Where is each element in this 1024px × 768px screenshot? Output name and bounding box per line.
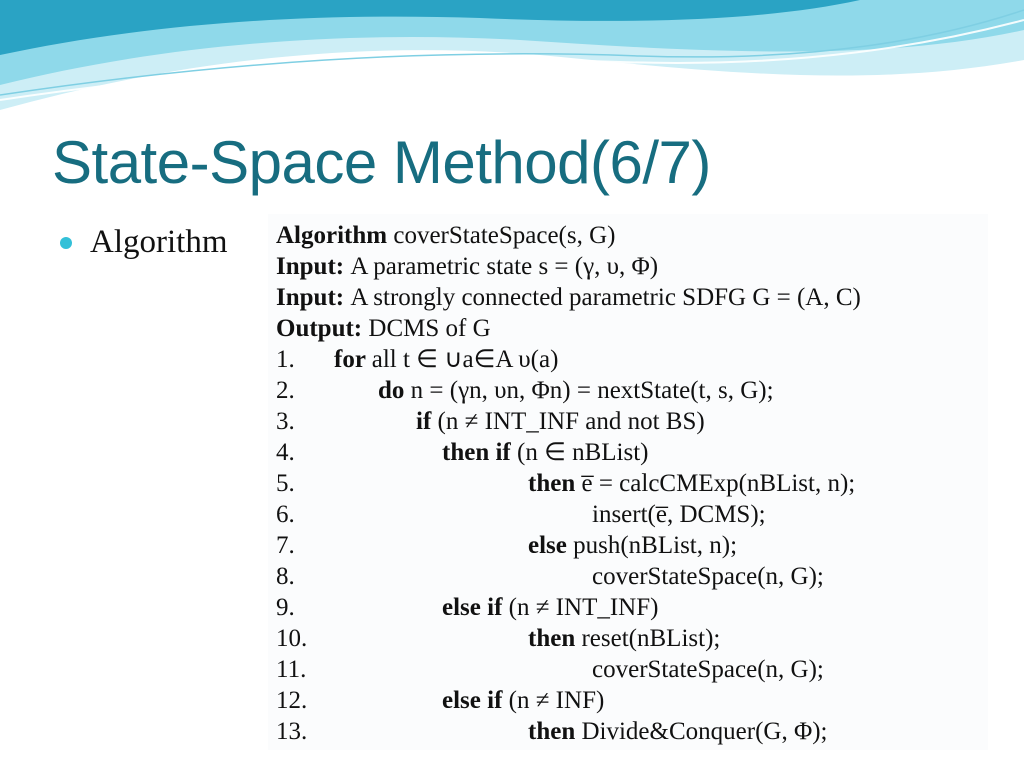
line-number: 2. bbox=[276, 377, 295, 404]
line-number: 13. bbox=[276, 718, 308, 745]
line-number: 12. bbox=[276, 687, 308, 714]
keyword: do bbox=[378, 377, 411, 404]
step-code bbox=[442, 437, 649, 468]
step-text: (n ≠ INT_INF and not BS) bbox=[437, 408, 705, 435]
algorithm-step-line bbox=[276, 468, 986, 499]
step-code bbox=[442, 592, 658, 623]
line-number: 4. bbox=[276, 439, 295, 466]
step-text: (n ≠ INT_INF) bbox=[508, 594, 659, 621]
line-number: 5. bbox=[276, 470, 295, 497]
step-text: push(nBList, n); bbox=[573, 532, 738, 559]
keyword: Algorithm bbox=[276, 222, 394, 249]
step-code bbox=[592, 499, 766, 530]
algorithm-header-line bbox=[276, 282, 986, 313]
algorithm-step-line bbox=[276, 437, 986, 468]
header-text: coverStateSpace(s, G) bbox=[393, 222, 616, 249]
keyword: if bbox=[416, 408, 438, 435]
step-text: (n ∈ nBList) bbox=[517, 439, 649, 466]
header-text: A strongly connected parametric SDFG G = (A, C) bbox=[350, 284, 861, 311]
step-code bbox=[416, 406, 705, 437]
step-text: e̅ = calcCMExp(nBList, n); bbox=[581, 470, 856, 497]
keyword: Input: bbox=[276, 284, 351, 311]
step-code bbox=[528, 716, 828, 747]
header-text: A parametric state s = (γ, υ, Φ) bbox=[350, 253, 659, 280]
algorithm-step-line bbox=[276, 530, 986, 561]
step-text: n = (γn, υn, Φn) = nextState(t, s, G); bbox=[410, 377, 774, 404]
step-text: reset(nBList); bbox=[581, 625, 721, 652]
step-code bbox=[378, 375, 774, 406]
line-number: 6. bbox=[276, 501, 295, 528]
line-number: 11. bbox=[276, 656, 307, 683]
line-number: 10. bbox=[276, 625, 308, 652]
step-code bbox=[592, 561, 824, 592]
step-text: all t ∈ ∪a∈A υ(a) bbox=[371, 346, 559, 373]
algorithm-listing bbox=[268, 214, 988, 750]
step-code bbox=[592, 654, 824, 685]
algorithm-step-line bbox=[276, 499, 986, 530]
algorithm-step-line bbox=[276, 344, 986, 375]
keyword: else if bbox=[442, 594, 509, 621]
step-text: coverStateSpace(n, G); bbox=[592, 563, 824, 590]
algorithm-header-line bbox=[276, 313, 986, 344]
step-text: Divide&Conquer(G, Φ); bbox=[581, 718, 828, 745]
bullet-text: Algorithm bbox=[90, 224, 228, 260]
header-wave-decoration bbox=[0, 0, 1024, 120]
step-code bbox=[442, 685, 604, 716]
keyword: else if bbox=[442, 687, 509, 714]
algorithm-step-line bbox=[276, 406, 986, 437]
header-text: DCMS of G bbox=[368, 315, 491, 342]
line-number: 9. bbox=[276, 594, 295, 621]
step-code bbox=[528, 468, 855, 499]
algorithm-step-line bbox=[276, 623, 986, 654]
algorithm-header-line bbox=[276, 251, 986, 282]
algorithm-step-line bbox=[276, 561, 986, 592]
slide-title: State-Space Method(6/7) bbox=[52, 129, 711, 196]
algorithm-header-line bbox=[276, 220, 986, 251]
keyword: Output: bbox=[276, 315, 369, 342]
step-code bbox=[528, 623, 720, 654]
bullet-dot-icon bbox=[60, 237, 72, 249]
keyword: then if bbox=[442, 439, 517, 466]
algorithm-step-line bbox=[276, 685, 986, 716]
keyword: then bbox=[528, 718, 582, 745]
keyword: then bbox=[528, 625, 582, 652]
algorithm-step-line bbox=[276, 654, 986, 685]
line-number: 7. bbox=[276, 532, 295, 559]
algorithm-step-line bbox=[276, 592, 986, 623]
line-number: 1. bbox=[276, 346, 295, 373]
keyword: then bbox=[528, 470, 582, 497]
step-code bbox=[334, 344, 558, 375]
step-code bbox=[528, 530, 737, 561]
step-text: (n ≠ INF) bbox=[508, 687, 605, 714]
line-number: 8. bbox=[276, 563, 295, 590]
keyword: else bbox=[528, 532, 574, 559]
keyword: for bbox=[334, 346, 372, 373]
step-text: insert(e̅, DCMS); bbox=[592, 501, 766, 528]
line-number: 3. bbox=[276, 408, 295, 435]
step-text: coverStateSpace(n, G); bbox=[592, 656, 824, 683]
algorithm-step-line bbox=[276, 716, 986, 747]
algorithm-step-line bbox=[276, 375, 986, 406]
bullet-item bbox=[60, 224, 228, 261]
keyword: Input: bbox=[276, 253, 351, 280]
